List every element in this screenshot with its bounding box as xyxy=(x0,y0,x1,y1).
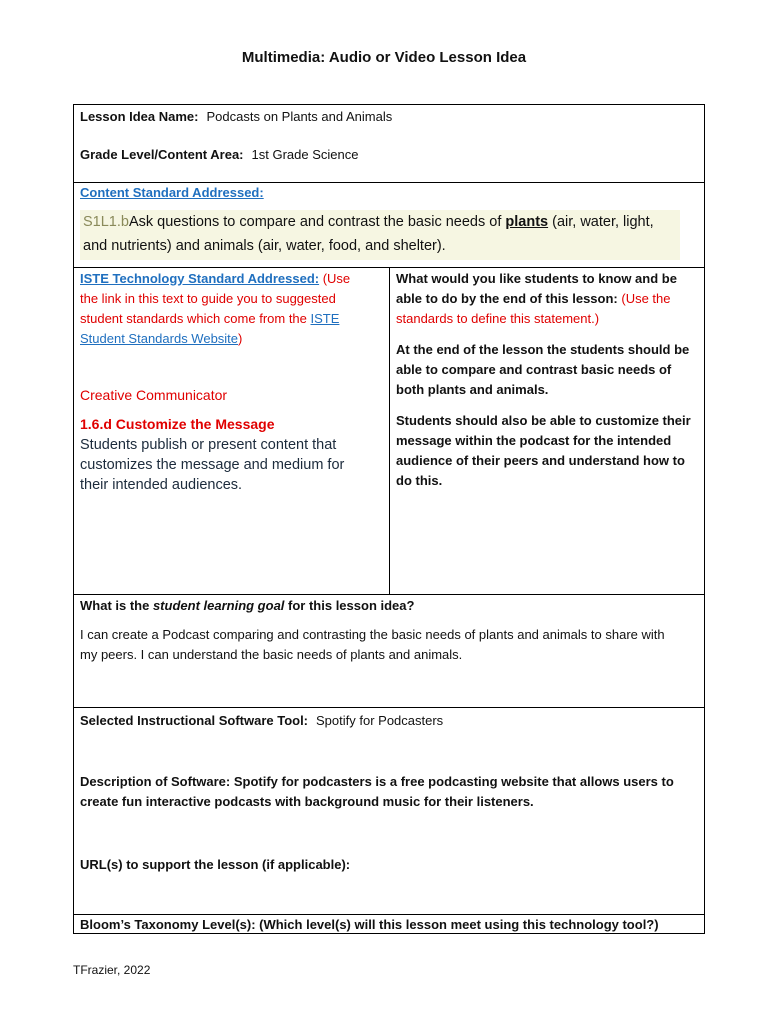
objectives-line: both plants and animals. xyxy=(396,382,549,397)
grade-level-value: 1st Grade Science xyxy=(251,147,359,162)
objectives-note-start: (Use the xyxy=(617,291,671,306)
standard-text-line2: and nutrients) and animals (air, water, food, and shelter). xyxy=(83,238,446,254)
lesson-name-value: Podcasts on Plants and Animals xyxy=(206,109,393,124)
objectives-paragraph-2 xyxy=(396,411,701,491)
content-standard-text xyxy=(83,210,693,258)
objectives-question-line1: What would you like students to know and be xyxy=(396,271,677,286)
lesson-name-label: Lesson Idea Name: xyxy=(80,109,199,124)
objectives-line: able to compare and contrast basic needs of xyxy=(396,362,672,377)
blooms-row xyxy=(74,915,704,935)
iste-standard-line: Students publish or present content that xyxy=(80,437,337,453)
iste-standard-description xyxy=(80,435,380,495)
software-description xyxy=(80,772,705,812)
software-description-line: Description of Software: Spotify for podcasters is a free podcasting website that allows users to xyxy=(80,774,674,789)
iste-standard-line: customizes the message and medium for xyxy=(80,457,345,473)
standard-text-start: Ask questions to compare and contrast the basic needs of xyxy=(128,214,506,230)
grade-level-line xyxy=(80,145,358,165)
software-row xyxy=(74,708,704,915)
goal-label-emphasis: student learning goal xyxy=(152,598,285,613)
iste-note-line2: the link in this text to guide you to suggested xyxy=(80,291,336,306)
lesson-info-row xyxy=(74,105,704,183)
iste-note-start: (Use xyxy=(319,271,351,286)
footer-credit: TFrazier, 2022 xyxy=(73,963,151,977)
iste-standard-line: their intended audiences. xyxy=(80,477,243,493)
standards-objectives-row xyxy=(74,268,704,595)
goal-line: I can create a Podcast comparing and contrasting the basic needs of plants and animals to share with xyxy=(80,627,665,642)
objectives-note-end: standards to define this statement.) xyxy=(396,311,600,326)
standard-code: S1L1.b xyxy=(83,214,129,230)
goal-label-start: What is the xyxy=(80,598,153,613)
objectives-paragraph-1 xyxy=(396,340,701,400)
grade-level-label: Grade Level/Content Area: xyxy=(80,147,244,162)
document-title: Multimedia: Audio or Video Lesson Idea xyxy=(241,49,527,66)
standard-keyword: plants xyxy=(505,214,549,230)
lesson-table xyxy=(73,104,705,934)
iste-standard-title: 1.6.d Customize the Message xyxy=(80,416,275,432)
software-tool-value: Spotify for Podcasters xyxy=(316,713,444,728)
objectives-line: Students should also be able to customize their xyxy=(396,413,691,428)
content-standard-label: Content Standard Addressed: xyxy=(80,185,264,200)
iste-link-part1[interactable]: ISTE xyxy=(310,311,340,326)
learning-goal-text xyxy=(80,625,705,665)
software-tool-label: Selected Instructional Software Tool: xyxy=(80,713,309,728)
iste-block xyxy=(80,269,380,349)
objectives-line: audience of their peers and understand how to xyxy=(396,453,685,468)
iste-link-part2[interactable]: Student Standards Website xyxy=(80,331,239,346)
objectives-question xyxy=(396,269,701,329)
software-description-line: create fun interactive podcasts with background music for their listeners. xyxy=(80,794,534,809)
objectives-line: At the end of the lesson the students should be xyxy=(396,342,690,357)
lesson-name-line xyxy=(80,107,392,127)
software-tool-line xyxy=(80,711,443,731)
objectives-question-line2: able to do by the end of this lesson: xyxy=(396,291,618,306)
content-standard-row xyxy=(74,183,704,268)
learning-goal-row xyxy=(74,595,704,708)
objectives-line: message within the podcast for the intended xyxy=(396,433,672,448)
iste-category: Creative Communicator xyxy=(80,387,228,403)
iste-note-line3: student standards which come from the xyxy=(80,311,311,326)
url-label: URL(s) to support the lesson (if applicable): xyxy=(80,857,351,872)
iste-note-end: ) xyxy=(238,331,243,346)
blooms-label: Bloom’s Taxonomy Level(s): (Which level(s) will this lesson meet using this technology tool?) xyxy=(80,917,659,932)
learning-goal-label xyxy=(80,596,414,616)
goal-line: my peers. I can understand the basic needs of plants and animals. xyxy=(80,647,463,662)
objectives-line: do this. xyxy=(396,473,443,488)
column-divider xyxy=(389,268,390,594)
standard-text-line1-end: (air, water, light, xyxy=(548,214,654,230)
goal-label-end: for this lesson idea? xyxy=(284,598,415,613)
iste-label: ISTE Technology Standard Addressed: xyxy=(80,271,320,286)
